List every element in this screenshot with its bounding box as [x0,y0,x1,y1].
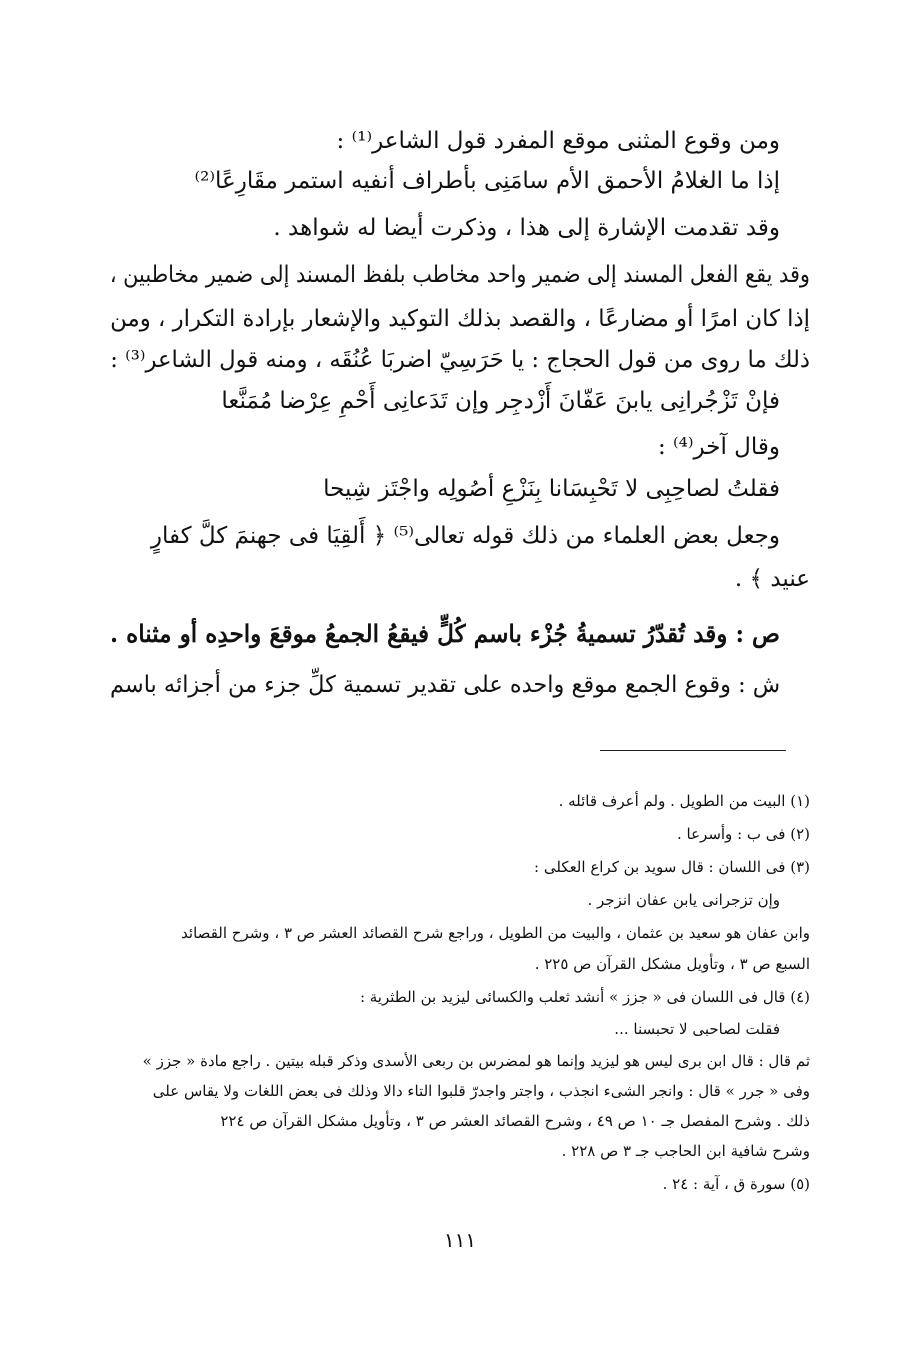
footnote-4-note-1: ثم قال : قال ابن برى ليس هو ليزيد وإنما هو لمضرس بن ربعى الأسدى وذكر قبله بيتين . راجع مادة « جزز » [142,1052,810,1070]
footnote-5: (٥) سورة ق ، آية : ٢٤ . [662,1175,810,1193]
page-number: ١١١ [443,1228,477,1252]
footnote-separator [600,750,786,751]
poem-verse-1: إذا ما الغلامُ الأحمق الأم سامَنِى بأطراف أنفيه استمر مقَارِعًا⁽²⁾ [194,168,780,194]
footnote-4-note-3: ذلك . وشرح المفصل جـ ١٠ ص ٤٩ ، وشرح القصائد العشر ص ٣ ، وتأويل مشكل القرآن ص ٢٢٤ [220,1112,810,1130]
body-line-4: وقد يقع الفعل المسند إلى ضمير واحد مخاطب بلفظ المسند إلى ضمير مخاطبين ، [109,262,810,288]
poem-verse-2: فإنْ تَزْجُرانِى يابنَ عَفّانَ أَزْدجِر وإن تَدَعانِى أَحْمِ عِرْضا مُمَنَّعا [221,388,780,414]
rule-text: ص : وقد تُقدّرُ تسميةُ جُزْء باسم كُلٍّ فيقعُ الجمعُ موقعَ واحدِه أو مثناه . [110,619,780,648]
footnote-3-note-cont: السبع ص ٣ ، وتأويل مشكل القرآن ص ٢٢٥ . [534,955,810,973]
footnote-4-note-4: وشرح شافية ابن الحاجب جـ ٣ ص ٢٢٨ . [561,1142,810,1160]
footnote-2: (٢) فى ب : وأسرعا . [676,825,810,843]
footnote-4-verse: فقلت لصاحبى لا تحبسنا ... [614,1020,780,1038]
explanation-text: ش : وقوع الجمع موقع واحده على تقدير تسمية كلِّ جزء من أجزائه باسم [109,672,780,698]
body-line-6: ذلك ما روى من قول الحجاج : يا حَرَسِيّ اضربَا عُنُقَه ، ومنه قول الشاعر⁽³⁾ : [110,347,810,373]
body-line-5: إذا كان امرًا أو مضارعًا ، والقصد بذلك التوكيد والإشعار بإرادة التكرار ، ومن [110,306,810,332]
footnote-4: (٤) قال فى اللسان فى « جزز » أنشد ثعلب والكسائى ليزيد بن الطثرية : [359,988,810,1006]
footnote-3-verse: وإن تزجرانى يابن عفان انزجر . [587,891,780,909]
body-line-3: وقد تقدمت الإشارة إلى هذا ، وذكرت أيضا له شواهد . [273,215,780,241]
footnote-1: (١) البيت من الطويل . ولم أعرف قائله . [558,792,810,810]
poem-verse-3: فقلتُ لصاحِبِى لا تَحْبِسَانا بِنَزْعِ أصُولِه واجْتَز شِيحا [323,476,780,502]
footnote-3-note: وابن عفان هو سعيد بن عثمان ، والبيت من الطويل ، وراجع شرح القصائد العشر ص ٣ ، وشرح القصائد [181,924,810,942]
body-line-11: عنيد ﴾ . [734,566,810,592]
footnote-3: (٣) فى اللسان : قال سويد بن كراع العكلى : [534,858,810,876]
footnote-4-note-2: وفى « جرر » قال : وانجر الشىء انجذب ، واجتر واجدرّ قلبوا التاء دالا وذلك فى بعض اللغات ولا يقاس على [152,1082,810,1100]
body-line-1: ومن وقوع المثنى موقع المفرد قول الشاعر⁽¹⁾ : [336,128,780,154]
body-line-10: وجعل بعض العلماء من ذلك قوله تعالى⁽⁵⁾ ﴿ أَلقِيَا فى جهنمَ كلَّ كفارٍ [150,523,780,549]
body-line-8: وقال آخر⁽⁴⁾ : [657,434,780,460]
